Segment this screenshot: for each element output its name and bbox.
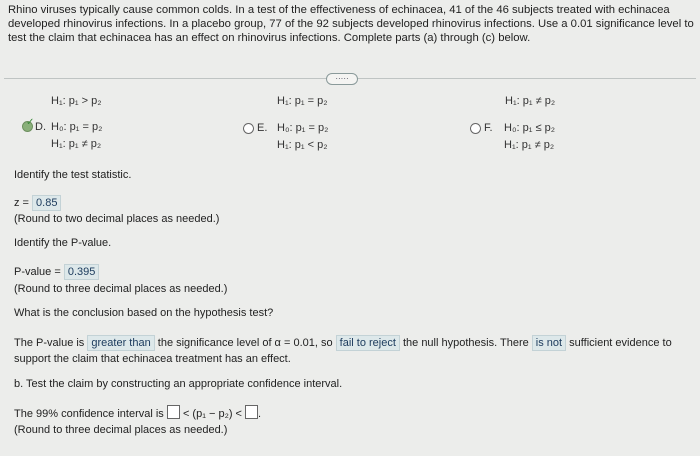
evidence-dropdown[interactable]: is not bbox=[532, 335, 566, 351]
conclusion-part1: The P-value is bbox=[14, 337, 85, 349]
option-f-radio[interactable] bbox=[470, 123, 481, 134]
p-value-answer[interactable]: 0.395 bbox=[64, 264, 100, 280]
conclusion-sentence bbox=[14, 335, 672, 351]
p-value-prompt: Identify the P-value. bbox=[14, 237, 112, 249]
conclusion-part3: the null hypothesis. There bbox=[402, 337, 529, 349]
ci-middle: < (p₁ − p₂) < bbox=[182, 408, 242, 420]
conclusion-part4: sufficient evidence to bbox=[569, 337, 672, 349]
z-prefix: z = bbox=[14, 197, 29, 209]
problem-statement: Rhino viruses typically cause common colds. In a test of the effectiveness of echinacea, 41 of the 46 subjects treated with echinacea developed rhinovirus infections. In a placebo group, 77 of the 92 subjects developed rhinovirus infections. Use a 0.01 significance level to test the claim that echinacea has an effect on rhinovirus infections. Complete parts (a) through (c) below. bbox=[8, 4, 694, 44]
conclusion-prompt: What is the conclusion based on the hypothesis test? bbox=[14, 307, 274, 319]
option-d-letter: D. bbox=[35, 121, 46, 133]
option-e-h1: H₁: p₁ < p₂ bbox=[277, 139, 328, 151]
ci-prefix: The 99% confidence interval is bbox=[14, 408, 164, 420]
option-e-h0: H₀: p₁ = p₂ bbox=[277, 122, 329, 134]
ci-upper-input[interactable] bbox=[245, 405, 258, 419]
p-value-prefix: P-value = bbox=[14, 266, 61, 278]
option-f-h1: H₁: p₁ ≠ p₂ bbox=[504, 139, 555, 151]
part-b-prompt: b. Test the claim by constructing an appropriate confidence interval. bbox=[14, 378, 343, 390]
conclusion-part2: the significance level of α = 0.01, so bbox=[157, 337, 333, 349]
test-statistic-row bbox=[14, 195, 61, 211]
option-a-h1: H₁: p₁ > p₂ bbox=[51, 95, 102, 107]
z-value-answer[interactable]: 0.85 bbox=[32, 195, 61, 211]
ci-rounding-note: (Round to three decimal places as needed.) bbox=[14, 424, 228, 436]
option-e-letter: E. bbox=[257, 122, 268, 134]
p-value-rounding-note: (Round to three decimal places as needed.) bbox=[14, 283, 228, 295]
option-f-h0: H₀: p₁ ≤ p₂ bbox=[504, 122, 555, 134]
option-d-h0: H₀: p₁ = p₂ bbox=[51, 121, 103, 133]
ci-suffix: . bbox=[258, 408, 262, 420]
ci-lower-input[interactable] bbox=[167, 405, 180, 419]
test-statistic-prompt: Identify the test statistic. bbox=[14, 169, 132, 181]
comparison-dropdown[interactable]: greater than bbox=[87, 335, 154, 351]
option-b-h1: H₁: p₁ = p₂ bbox=[277, 95, 328, 107]
confidence-interval-row bbox=[14, 405, 261, 420]
p-value-row bbox=[14, 264, 99, 280]
expand-more-button[interactable]: ····· bbox=[326, 73, 358, 85]
option-c-h1: H₁: p₁ ≠ p₂ bbox=[505, 95, 556, 107]
option-f-letter: F. bbox=[484, 122, 493, 134]
conclusion-line2: support the claim that echinacea treatment has an effect. bbox=[14, 353, 291, 365]
z-rounding-note: (Round to two decimal places as needed.) bbox=[14, 213, 220, 225]
decision-dropdown[interactable]: fail to reject bbox=[336, 335, 400, 351]
option-d-h1: H₁: p₁ ≠ p₂ bbox=[51, 138, 102, 150]
option-e-radio[interactable] bbox=[243, 123, 254, 134]
check-icon: ✓ bbox=[26, 117, 35, 128]
